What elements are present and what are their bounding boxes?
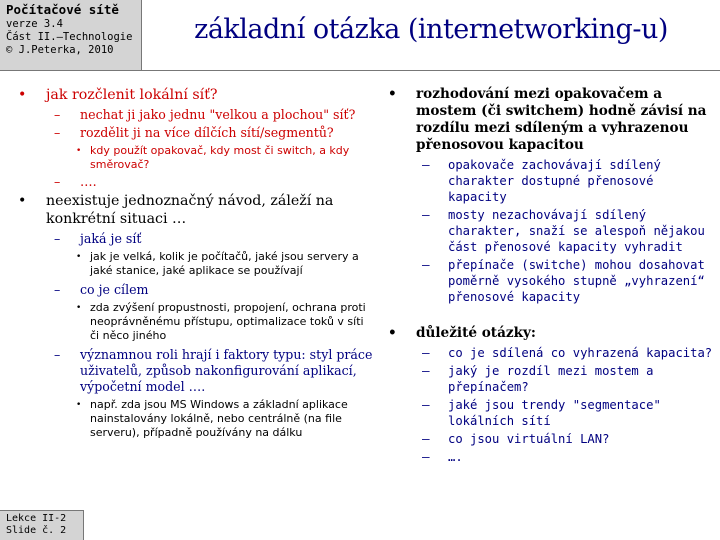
sub-item: – jaký je rozdíl mezi mostem a přepínačem? <box>422 363 654 394</box>
bullet-dot-icon: • <box>76 146 82 156</box>
sub-item: – co jsou virtuální LAN? <box>422 431 610 446</box>
dash-icon: – <box>54 107 61 122</box>
slide-footer <box>0 510 84 540</box>
bullet-item: • důležité otázky: <box>388 325 536 341</box>
sub-item: – co je cílem <box>54 282 149 297</box>
sub-sub-item: • zda zvýšení propustnosti, propojení, ochrana proti neoprávněnému přístupu, optimalizace toků v síti či něco jiného <box>76 301 366 342</box>
sub-item: – významnou roli hrají i faktory typu: styl práce uživatelů, způsob nakonfigurování aplikací, výpočetní model …. <box>54 347 373 394</box>
slide-number: Slide č. 2 <box>6 525 67 536</box>
spacer <box>386 305 714 325</box>
dash-icon: – <box>422 397 430 412</box>
slide-title: základní otázka (internetworking-u) <box>194 14 668 45</box>
lecture-label: Lekce II-2 <box>6 513 67 524</box>
dash-icon: – <box>422 207 430 222</box>
dash-icon: – <box>422 257 430 272</box>
dash-icon: – <box>54 282 61 297</box>
sub-item: – …. <box>54 174 97 189</box>
header-divider <box>142 70 720 71</box>
course-name: Počítačové sítě <box>6 2 119 17</box>
sub-item: – rozdělit ji na více dílčích sítí/segmentů? <box>54 125 334 140</box>
dash-icon: – <box>422 345 430 360</box>
dash-icon: – <box>54 174 61 189</box>
dash-icon: – <box>422 449 430 464</box>
bullet-dot-icon: • <box>18 87 27 103</box>
bullet-dot-icon: • <box>388 86 397 102</box>
bullet-dot-icon: • <box>18 193 27 209</box>
sub-item: – nechat ji jako jednu "velkou a plochou" síť? <box>54 107 356 122</box>
bullet-item: • rozhodování mezi opakovačem a mostem (či switchem) hodně závisí na rozdílu mezi sdíleným a vyhrazenou přenosovou kapacitou <box>388 86 707 153</box>
sub-item: – jaké jsou trendy "segmentace" lokálních sítí <box>422 397 661 428</box>
left-column <box>16 86 376 440</box>
part-label: Část II.–Technologie <box>6 31 133 43</box>
dash-icon: – <box>422 431 430 446</box>
copyright-label: © J.Peterka, 2010 <box>6 44 114 56</box>
sub-sub-item: • např. zda jsou MS Windows a základní aplikace nainstalovány lokálně, nebo centrálně (na file serveru), případně používány na dálku <box>76 398 348 439</box>
bullet-dot-icon: • <box>76 252 82 262</box>
right-column <box>386 86 714 465</box>
bullet-dot-icon: • <box>76 303 82 313</box>
sub-item: – přepínače (switche) mohou dosahovat poměrně vysokého stupně „vyhrazení“ přenosové kapacity <box>422 257 705 304</box>
version-label: verze 3.4 <box>6 18 63 30</box>
sub-sub-item: • jak je velká, kolik je počítačů, jaké jsou servery a jaké stanice, jaké aplikace se používají <box>76 250 359 277</box>
bullet-dot-icon: • <box>388 325 397 341</box>
sub-item: – opakovače zachovávají sdílený charakter dostupné přenosové kapacity <box>422 157 661 204</box>
dash-icon: – <box>422 157 430 172</box>
bullet-item: • neexistuje jednoznačný návod, záleží na konkrétní situaci … <box>18 193 334 227</box>
sub-sub-item: • kdy použít opakovač, kdy most či switch, a kdy směrovač? <box>76 144 350 171</box>
sub-item: – co je sdílená co vyhrazená kapacita? <box>422 345 713 360</box>
dash-icon: – <box>54 231 61 246</box>
bullet-dot-icon: • <box>76 400 82 410</box>
sub-item: – jaká je síť <box>54 231 142 246</box>
dash-icon: – <box>54 347 61 362</box>
course-info-box <box>0 0 142 71</box>
dash-icon: – <box>422 363 430 378</box>
sub-item: – …. <box>422 449 463 464</box>
bullet-item: • jak rozčlenit lokální síť? <box>18 87 218 103</box>
dash-icon: – <box>54 125 61 140</box>
sub-item: – mosty nezachovávají sdílený charakter, snaží se alespoň nějakou část přenosové kapacity vyhradit <box>422 207 705 254</box>
